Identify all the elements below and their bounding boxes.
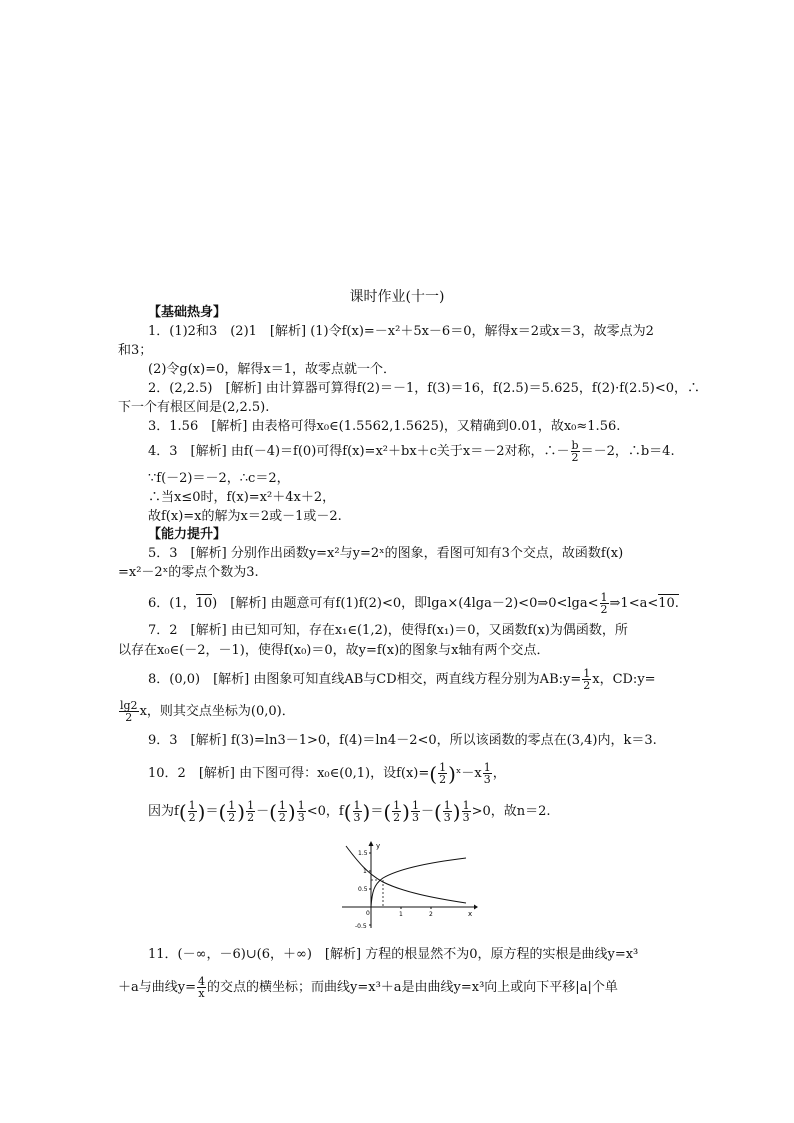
tick-x-0: 0 — [366, 910, 370, 917]
answer-11-line-1: 11．(－∞，－6)∪(6，＋∞) [解析] 方程的根显然不为0，原方程的实根是曲线y=x³ — [148, 947, 639, 962]
answer-11-line-2: ＋a与曲线y= $\frac{4}{x}$ 的交点的横坐标；而曲线y=x³＋a是由曲线y=x³向上或向下平移|a|个单 — [118, 975, 618, 1000]
answer-8-line-1: 8．(0,0) [解析] 由图象可知直线AB与CD相交，两直线方程分别为AB:y= $\frac{1}{2}$ x，CD:y= — [148, 667, 656, 692]
page-title: 课时作业(十一) — [349, 289, 445, 305]
answer-4-line-2: ∵f(－2)＝－2，∴c＝2， — [148, 471, 290, 486]
y-axis-arrow — [369, 841, 374, 846]
answer-1-line-2: 和3； — [118, 343, 153, 358]
answer-5-line-2: =x²－2ˣ的零点个数为3. — [118, 565, 259, 580]
answer-5-line-1: 5．3 [解析] 分别作出函数y=x²与y=2ˣ的图象，看图可知有3个交点，故函数f(x) — [148, 546, 624, 561]
sqrt-10-end: 10. — [658, 596, 679, 611]
tick-y-neg-0-5: -0.5 — [355, 923, 367, 930]
answer-2-line-2: 下一个有根区间是(2,2.5). — [118, 400, 270, 415]
answer-6: 6．(1，10) [解析] 由题意可有f(1)f(2)<0，即lga×(4lga－2)<0⇒0<lga< $\frac{1}{2}$ ⇒1<a<10. — [148, 591, 679, 616]
fraction-1-over-2: $\frac{1}{2}$ — [583, 667, 591, 692]
axis-y-label: y — [376, 842, 381, 850]
answer-7-line-1: 7．2 [解析] 由已知可知，存在x₁∈(1,2)，使得f(x₁)＝0，又函数f(x)为偶函数，所 — [148, 623, 628, 638]
x-axis-arrow — [474, 905, 478, 910]
answer-10-line-2: 因为f( $\frac{1}{2}$ )＝( $\frac{1}{2}$ ) $\frac{1}{2}$ －( $\frac{1}{2}$ ) $\frac{1}{3}$ <0，f( $\frac{1}{3}$ )＝( $\frac{1}{2}$ ) $\frac{1}{3}$ －( $\frac{1}{3}$ ) $\frac{1}{3}$ >0，故n＝2. — [148, 799, 551, 824]
answer-9: 9．3 [解析] f(3)=ln3－1>0，f(4)＝ln4－2<0，所以该函数的零点在(3,4)内，k＝3. — [148, 733, 657, 748]
fraction-lg2-over-2: $\frac{\lg 2}{2}$ — [120, 699, 138, 724]
tick-x-2: 2 — [429, 911, 433, 918]
answer-4-line-3: ∴当x≤0时，f(x)=x²＋4x＋2， — [148, 490, 336, 505]
fraction-4-over-x: $\frac{4}{x}$ — [198, 975, 205, 1000]
fraction-b-over-2: $\frac{b}{2}$ — [571, 439, 579, 464]
tick-y-1: 1 — [363, 868, 367, 875]
answer-4-line-4: 故f(x)=x的解为x＝2或－1或－2. — [148, 509, 342, 524]
answer-10-line-1: 10．2 [解析] 由下图可得：x₀∈(0,1)，设f(x)=( $\frac{1}{2}$ )ˣ－x $\frac{1}{3}$ ， — [148, 761, 506, 786]
curve-cube-root — [371, 858, 466, 907]
answer-2-line-1: 2．(2,2.5) [解析] 由计算器可算得f(2)＝－1，f(3)＝16，f(2.5)＝5.625，f(2)·f(2.5)<0，∴ — [148, 381, 701, 396]
answer-1-line-3: (2)令g(x)=0，解得x＝1，故零点就一个． — [148, 362, 396, 377]
axis-x-label: x — [468, 910, 473, 918]
tick-x-1: 1 — [399, 911, 403, 918]
answer-8-line-2: $\frac{\lg 2}{2}$ x，则其交点坐标为(0,0)． — [120, 699, 295, 724]
answer-3: 3．1.56 [解析] 由表格可得x₀∈(1.5562,1.5625)，又精确到0.01，故x₀≈1.56. — [148, 419, 621, 434]
tick-y-0-5: 0.5 — [358, 886, 368, 893]
sqrt-10: 10 — [195, 596, 213, 611]
section-basic: 【基础热身】 — [148, 305, 227, 320]
answer-4-line-1: 4．3 [解析] 由f(－4)＝f(0)可得f(x)=x²＋bx＋c关于x＝－2对称，∴－ $\frac{b}{2}$ ＝－2，∴b＝4. — [148, 439, 675, 464]
fraction-1-over-2: $\frac{1}{2}$ — [600, 591, 608, 616]
answer-7-line-2: 以存在x₀∈(－2，－1)，使得f(x₀)＝0，故y=f(x)的图象与x轴有两个交点． — [118, 643, 550, 658]
answer-1-line-1: 1．(1)2和3 (2)1 [解析] (1)令f(x)=－x²＋5x－6＝0，解得x＝2或x＝3，故零点为2 — [148, 324, 654, 339]
tick-y-1-5: 1.5 — [358, 850, 368, 857]
section-ability: 【能力提升】 — [148, 527, 227, 542]
function-graph — [338, 840, 478, 930]
